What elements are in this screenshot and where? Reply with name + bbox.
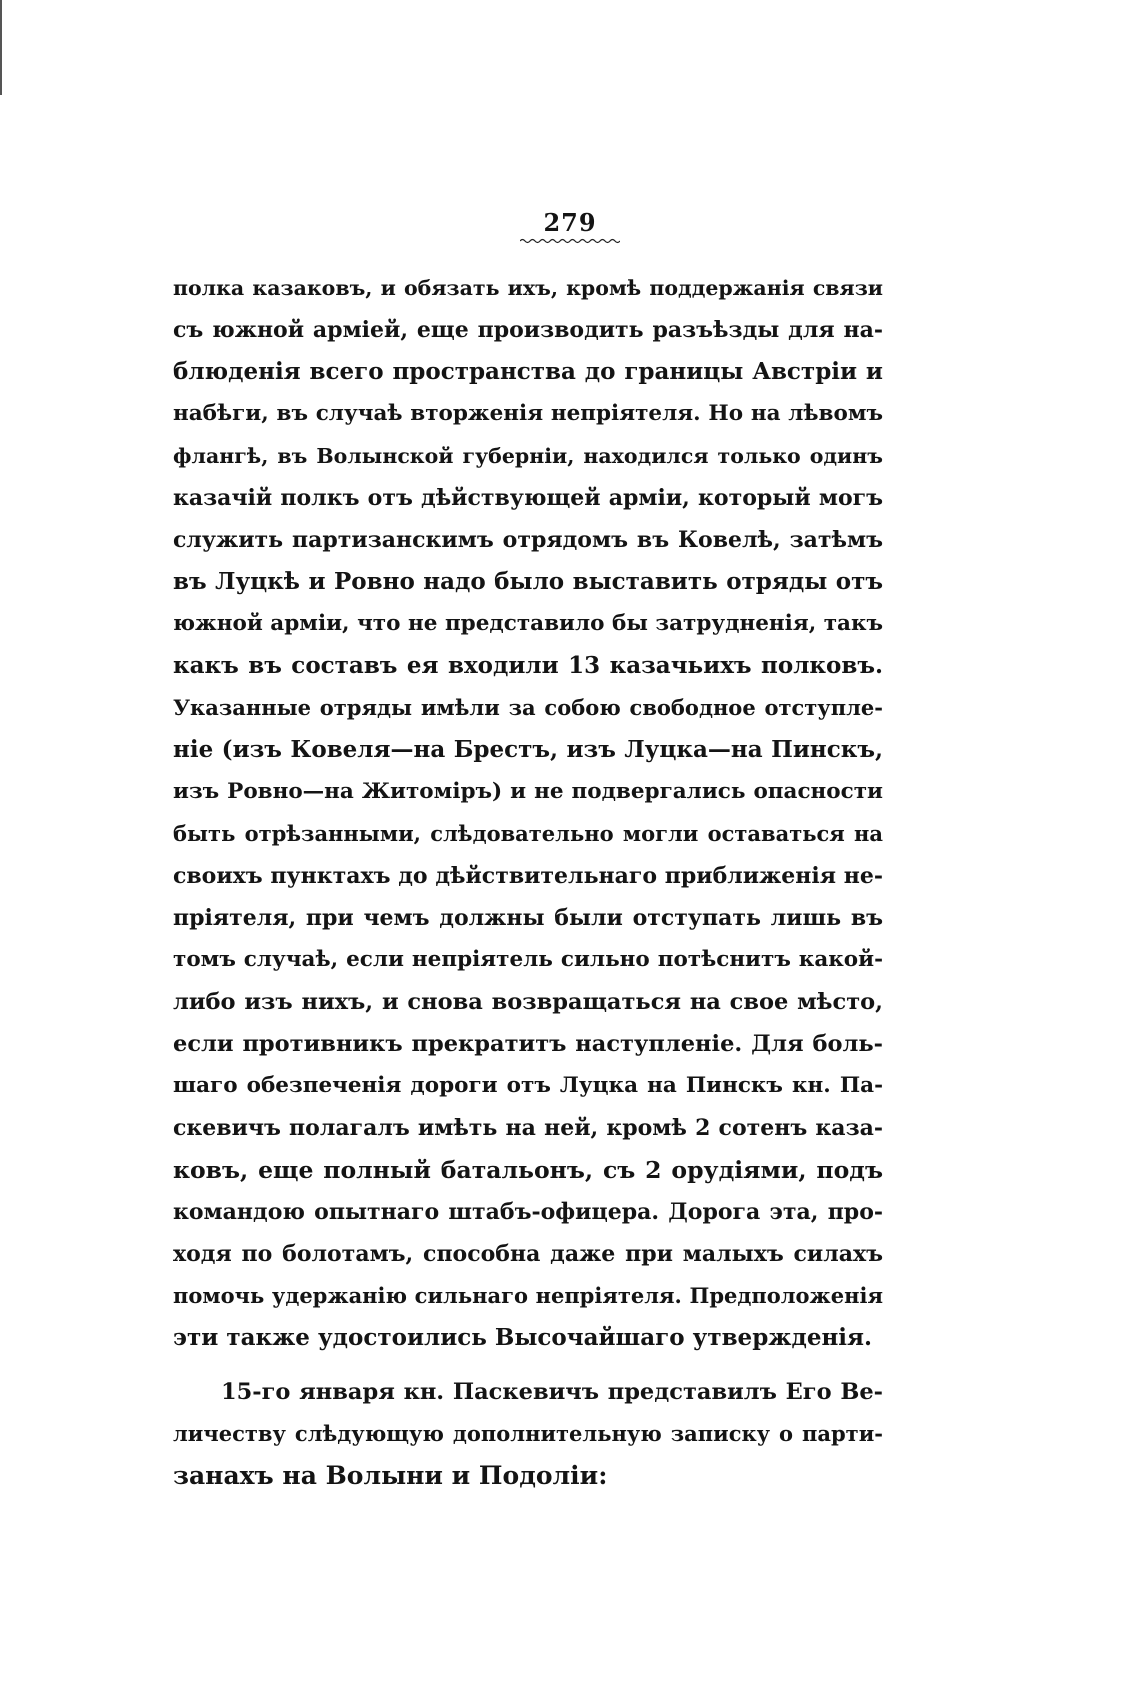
text-line: помочь удержанію сильнаго непріятеля. Предположенія: [173, 1283, 883, 1308]
text-line: эти также удостоились Высочайшаго утвержденія.: [173, 1324, 873, 1351]
text-line: какъ въ составъ ея входили 13 казачьихъ полковъ.: [173, 652, 883, 679]
text-line: южной арміи, что не представило бы затрудненія, такъ: [173, 611, 883, 636]
text-line: либо изъ нихъ, и снова возвращаться на свое мѣсто,: [173, 989, 883, 1015]
text-line: изъ Ровно—на Житоміръ) и не подвергались опасности: [173, 779, 883, 804]
paragraph-gap: [173, 1359, 883, 1371]
text-line: въ Луцкѣ и Ровно надо было выставить отряды отъ: [173, 568, 883, 595]
text-line: если противникъ прекратитъ наступленіе. Для боль-: [173, 1031, 883, 1057]
text-line: ходя по болотамъ, способна даже при малыхъ силахъ: [173, 1241, 883, 1267]
text-line: шаго обезпеченія дороги отъ Луцка на Пинскъ кн. Па-: [173, 1073, 883, 1098]
text-line: 15-го января кн. Паскевичъ представилъ Его Ве-: [221, 1379, 883, 1405]
text-line: Указанные отряды имѣли за собою свободное отступле-: [173, 695, 883, 720]
page-number: 279: [543, 208, 597, 237]
paragraph-1: [173, 267, 883, 1359]
text-line: полка казаковъ, и обязать ихъ, кромѣ поддержанія связи: [173, 276, 883, 300]
body-text: [173, 267, 883, 1497]
text-line: командою опытнаго штабъ-офицера. Дорога эта, про-: [173, 1199, 883, 1225]
text-line: своихъ пунктахъ до дѣйствительнаго приближенія не-: [173, 863, 883, 889]
paragraph-2: [173, 1371, 883, 1497]
page-header: [0, 208, 1140, 245]
text-line: блюденія всего пространства до границы Австріи и: [173, 358, 883, 385]
wavy-underline-ornament: [520, 237, 620, 245]
text-line: служить партизанскимъ отрядомъ въ Ковелѣ, затѣмъ: [173, 527, 883, 553]
scan-edge-line: [0, 0, 2, 95]
text-line: казачій полкъ отъ дѣйствующей арміи, который могъ: [173, 485, 883, 511]
text-line: скевичъ полагалъ имѣть на ней, кромѣ 2 сотенъ каза-: [173, 1115, 883, 1141]
text-line: быть отрѣзанными, слѣдовательно могли оставаться на: [173, 821, 883, 846]
text-line: флангѣ, въ Волынской губерніи, находился только одинъ: [173, 444, 883, 468]
text-line: пріятеля, при чемъ должны были отступать лишь въ: [173, 905, 883, 931]
text-line: ковъ, еще полный батальонъ, съ 2 орудіями, подъ: [173, 1156, 883, 1184]
text-line: занахъ на Волыни и Подоліи:: [173, 1461, 608, 1490]
text-line: ніе (изъ Ковеля—на Брестъ, изъ Луцка—на Пинскъ,: [173, 736, 883, 763]
text-line: томъ случаѣ, если непріятель сильно потѣснитъ какой-: [173, 947, 883, 972]
text-line: съ южной арміей, еще производить разъѣзды для на-: [173, 317, 883, 343]
text-line: личеству слѣдующую дополнительную записку о парти-: [173, 1421, 883, 1446]
text-line: набѣги, въ случаѣ вторженія непріятеля. Но на лѣвомъ: [173, 401, 883, 426]
